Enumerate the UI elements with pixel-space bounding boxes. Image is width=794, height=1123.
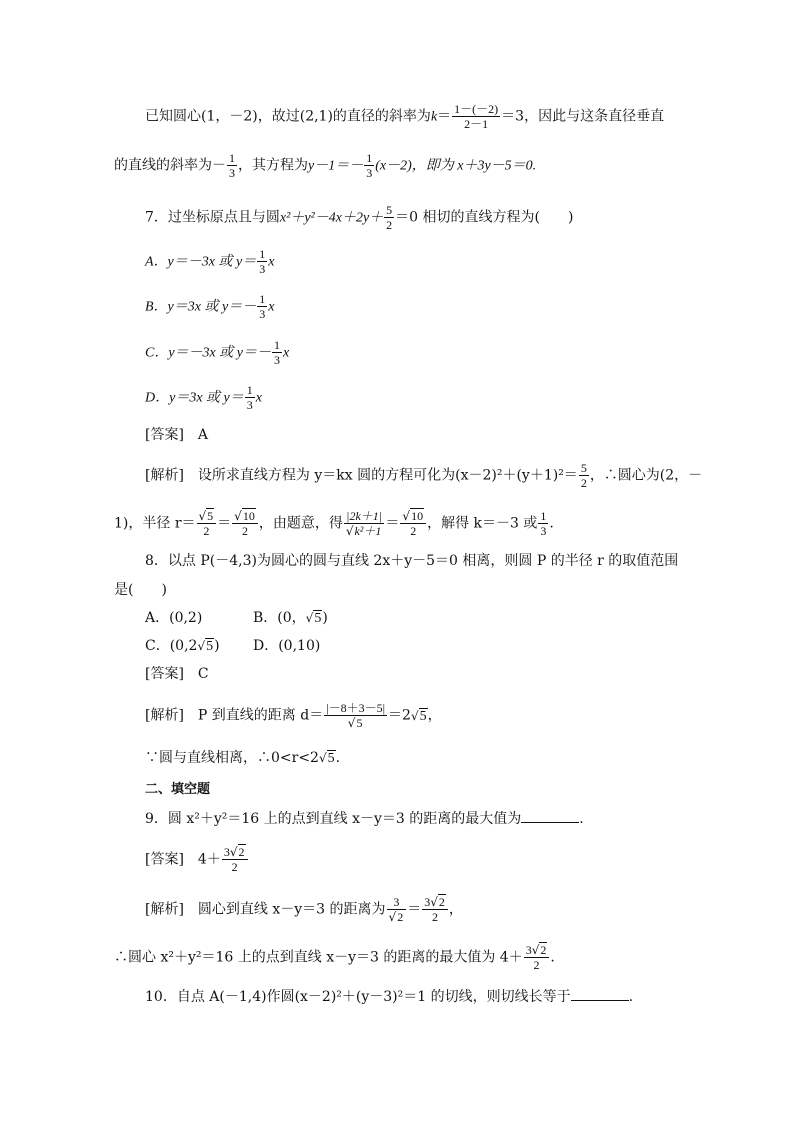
analysis-9: [解析] 圆心到直线 x－y＝3 的距离为 $\frac{3}{√2}$ ＝ $\frac{3√2}{2}$ ， <box>145 895 463 924</box>
analysis-8-line-2: ∵圆与直线相离，∴0<r<2√5. <box>145 750 341 766</box>
fraction: $\frac{√5}{2}$ <box>197 510 217 537</box>
option-b: B．y＝3x 或 y＝－ $\frac{1}{3}$ x <box>145 292 275 321</box>
fraction: $\frac{3√2}{2}$ <box>422 896 448 923</box>
sqrt-symbol: √ <box>318 751 327 765</box>
sqrt-symbol: √ <box>388 910 397 924</box>
fraction: $\frac{5}{2}$ <box>580 461 587 490</box>
fraction: $\frac{1}{3}$ <box>259 292 266 321</box>
fraction: $\frac{|2k+1|}{\text{√k²＋1}}$ <box>344 510 385 537</box>
fraction: $\frac{3}{√2}$ <box>387 896 407 923</box>
fraction: $\frac{1}{3}$ <box>273 338 280 367</box>
fraction: $\frac{1}{3}$ <box>366 151 373 180</box>
answer-9: [答案] 4＋ $\frac{3√2}{2}$ <box>145 846 249 873</box>
sqrt-symbol: √ <box>402 509 411 523</box>
fraction: $\frac{1}{3}$ <box>259 247 266 276</box>
sqrt-symbol: √ <box>234 509 242 523</box>
fraction: $\frac{1-(-2)}{2-1}$ <box>454 102 499 131</box>
sqrt-symbol: √ <box>347 716 356 730</box>
sqrt-symbol: √ <box>305 611 314 625</box>
option-d: D．y＝3x 或 y＝ $\frac{1}{3}$ x <box>145 383 262 412</box>
options-8-ab: A．(0,2) B．(0，√5) <box>145 610 328 626</box>
question-9: 9．圆 x²＋y²＝16 上的点到直线 x－y＝3 的距离的最大值为 . <box>145 808 584 829</box>
analysis-9-line-2: ∴圆心 x²＋y²＝16 上的点到直线 x－y＝3 的距离的最大值为 4＋ $\frac{3√2}{2}$ . <box>114 943 555 972</box>
fraction: $\frac{1}{3}$ <box>229 151 235 180</box>
fraction: $\frac{5}{2}$ <box>386 203 393 232</box>
question-8: 8．以点 P(－4,3)为圆心的圆与直线 2x＋y－5＝0 相离，则圆 P 的半径 r 的取值范围 <box>145 553 679 569</box>
question-8-cont: 是( ) <box>114 582 167 598</box>
options-8-cd: C．(0,2√5) D．(0,10) <box>145 638 321 654</box>
fraction: $\frac{√10}{2}$ <box>400 510 426 537</box>
analysis-8: [解析] P 到直线的距离 d＝ $\frac{|-8+3-5|}{√5}$ ＝2√5， <box>145 701 442 730</box>
solution-line-1: 已知圆心(1，－2)，故过(2,1)的直径的斜率为k＝ $\frac{1-(-2)}{2-1}$ ＝3，因此与这条直径垂直 <box>145 102 665 131</box>
sqrt-symbol: √ <box>229 845 238 859</box>
answer-7: [答案] A <box>145 427 209 443</box>
fraction: $\frac{1}{3}$ <box>246 383 253 412</box>
answer-blank[interactable] <box>521 808 579 823</box>
answer-blank[interactable] <box>571 986 629 1001</box>
fraction: $\frac{3√2}{2}$ <box>524 944 550 971</box>
sqrt-symbol: √ <box>430 895 438 909</box>
fraction: $\frac{√10}{2}$ <box>232 510 258 537</box>
option-c: C．y＝－3x 或 y＝－ $\frac{1}{3}$ x <box>145 338 290 367</box>
solution-line-2: 的直线的斜率为－ $\frac{1}{3}$ ，其方程为y－1＝－ $\frac{1}{3}$ (x－2)，即为 x＋3y－5＝0. <box>114 151 537 180</box>
sqrt-symbol: √ <box>345 524 354 538</box>
answer-8: [答案] C <box>145 666 209 682</box>
analysis-7-line-1: [解析] 设所求直线方程为 y＝kx 圆的方程可化为(x－2)²＋(y＋1)²＝ $\frac{5}{2}$ ，∴圆心为(2，－ <box>145 461 703 490</box>
sqrt-symbol: √ <box>410 708 419 723</box>
sqrt-symbol: √ <box>197 639 206 653</box>
analysis-7-line-2: 1)，半径 r＝ $\frac{√5}{2}$ ＝ $\frac{√10}{2}$ ，由题意，得 $\frac{|2k+1|}{\text{√k²＋1}}$ ＝ $\frac{√10}{2}$ ，解得 k＝－3 或 $\frac{1}{3}$ . <box>114 509 554 538</box>
option-a: A．y＝－3x 或 y＝ $\frac{1}{3}$ x <box>145 247 275 276</box>
question-10: 10．自点 A(－1,4)作圆(x－2)²＋(y－3)²＝1 的切线，则切线长等于 . <box>145 986 633 1007</box>
section-heading-fill-in: 二、填空题 <box>145 782 211 797</box>
sqrt-symbol: √ <box>531 943 540 957</box>
sqrt-symbol: √ <box>198 509 207 523</box>
fraction: $\frac{1}{3}$ <box>540 509 547 538</box>
fraction: $\frac{|-8+3-5|}{√5}$ <box>326 701 386 730</box>
question-7: 7．过坐标原点且与圆x²＋y²－4x＋2y＋ $\frac{5}{2}$ ＝0 相切的直线方程为( ) <box>145 203 574 232</box>
fraction: $\frac{3√2}{2}$ <box>222 846 248 873</box>
